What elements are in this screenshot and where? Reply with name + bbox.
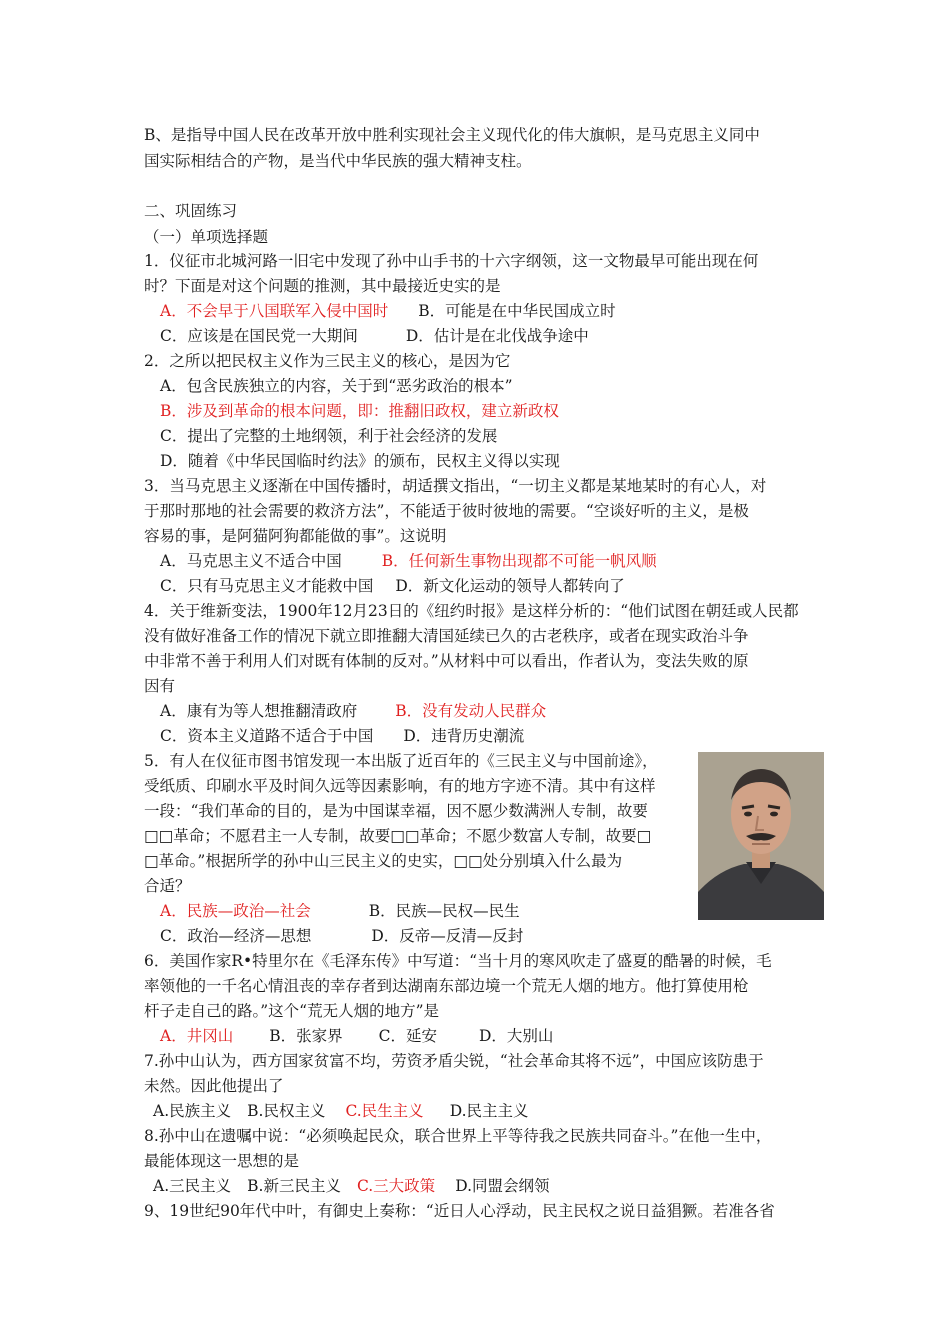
q2-stem-1: 2．之所以把民权主义作为三民主义的核心，是因为它 <box>144 352 511 370</box>
q6-option-a: A．井冈山 <box>160 1027 234 1045</box>
portrait-illustration <box>698 752 824 920</box>
q6-option-d: D．大别山 <box>478 1027 554 1045</box>
q2-option-d: D．随着《中华民国临时约法》的颁布，民权主义得以实现 <box>160 452 560 470</box>
q5-stem-3: 一段：“我们革命的目的，是为中国谋幸福，因不愿少数满洲人专制，故要 <box>144 802 648 820</box>
q9-stem-1: 9、19世纪90年代中叶，有御史上奏称：“近日人心浮动，民主民权之说日益猖獗。若准各省 <box>144 1202 775 1220</box>
q3-options-row-1 <box>160 550 657 572</box>
q5-options-row-1 <box>160 900 520 922</box>
q6-option-c: C．延安 <box>378 1027 437 1045</box>
q5-stem-2: 受纸质、印刷水平及时间久远等因素影响，有的地方字迹不清。其中有这样 <box>144 777 656 795</box>
q3-option-b: B．任何新生事物出现都不可能一帆风顺 <box>381 552 657 570</box>
q1-stem-1: 1．仪征市北城河路一旧宅中发现了孙中山手书的十六字纲领，这一文物最早可能出现在何 <box>144 252 759 270</box>
q5-option-c: C．政治—经济—思想 <box>160 927 312 945</box>
q4-stem-1: 4．关于维新变法，1900年12月23日的《纽约时报》是这样分析的：“他们试图在朝廷或人民都 <box>144 602 799 620</box>
portrait-photo <box>698 752 824 920</box>
q3-stem-3: 容易的事，是阿猫阿狗都能做的事”。这说明 <box>144 527 447 545</box>
q7-stem-1: 7.孙中山认为，西方国家贫富不均，劳资矛盾尖锐，“社会革命其将不远”，中国应该防患于 <box>144 1052 764 1070</box>
q8-option-d: D.同盟会纲领 <box>455 1177 550 1195</box>
q8-options-row <box>153 1175 550 1197</box>
q1-option-c: C．应该是在国民党一大期间 <box>160 327 358 345</box>
q5-stem-4: □□革命；不愿君主一人专制，故要□□革命；不愿少数富人专制，故要□ <box>144 827 652 845</box>
q8-stem-2: 最能体现这一思想的是 <box>144 1152 300 1170</box>
q4-stem-4: 因有 <box>144 677 176 695</box>
q5-stem-1: 5．有人在仪征市图书馆发现一本出版了近百年的《三民主义与中国前途》， <box>144 752 658 770</box>
q2-option-c: C．提出了完整的土地纲领，利于社会经济的发展 <box>160 427 498 445</box>
q3-option-a: A．马克思主义不适合中国 <box>160 552 342 570</box>
q4-option-c: C．资本主义道路不适合于中国 <box>160 727 374 745</box>
q4-option-d: D．违背历史潮流 <box>403 727 525 745</box>
q3-options-row-2 <box>160 575 625 597</box>
q1-option-a: A．不会早于八国联军入侵中国时 <box>160 302 389 320</box>
q6-option-b: B．张家界 <box>269 1027 343 1045</box>
q5-options-row-2 <box>160 925 523 947</box>
q5-stem-5: □革命。”根据所学的孙中山三民主义的史实，□□处分别填入什么最为 <box>144 852 623 870</box>
q8-option-a: A.三民主义 <box>153 1177 232 1195</box>
q1-option-d: D．估计是在北伐战争途中 <box>405 327 589 345</box>
q7-option-b: B.民权主义 <box>247 1102 326 1120</box>
q5-option-b: B．民族—民权—民生 <box>368 902 520 920</box>
q6-options-row <box>160 1025 553 1047</box>
q3-option-c: C．只有马克思主义才能救中国 <box>160 577 374 595</box>
q3-option-d: D．新文化运动的领导人都转向了 <box>395 577 625 595</box>
q7-stem-2: 未然。因此他提出了 <box>144 1077 284 1095</box>
q5-option-a: A．民族—政治—社会 <box>160 902 311 920</box>
q7-option-c: C.民生主义 <box>345 1102 424 1120</box>
q8-option-b: B.新三民主义 <box>247 1177 341 1195</box>
intro-line-2: 国实际相结合的产物，是当代中华民族的强大精神支柱。 <box>144 152 532 170</box>
q2-option-a: A．包含民族独立的内容，关于到“恶劣政治的根本” <box>160 377 513 395</box>
q3-stem-2: 于那时那地的社会需要的救济方法”，不能适于彼时彼地的需要。“空谈好听的主义，是极 <box>144 502 749 520</box>
q6-stem-2: 率领他的一千名心情沮丧的幸存者到达湖南东部边境一个荒无人烟的地方。他打算使用枪 <box>144 977 749 995</box>
subsection-title: （一）单项选择题 <box>144 228 269 246</box>
q2-option-b: B．涉及到革命的根本问题，即：推翻旧政权，建立新政权 <box>160 402 559 420</box>
q6-stem-3: 杆子走自己的路。”这个“荒无人烟的地方”是 <box>144 1002 440 1020</box>
q6-stem-1: 6．美国作家R•特里尔在《毛泽东传》中写道：“当十月的寒风吹走了盛夏的酷暑的时候，毛 <box>144 952 772 970</box>
q5-stem-6: 合适？ <box>144 877 191 895</box>
q1-options-row-1 <box>160 300 616 322</box>
q8-stem-1: 8.孙中山在遗嘱中说：“必须唤起民众，联合世界上平等待我之民族共同奋斗。”在他一生中， <box>144 1127 772 1145</box>
q7-option-a: A.民族主义 <box>153 1102 232 1120</box>
q4-options-row-2 <box>160 725 524 747</box>
q5-option-d: D．反帝—反清—反封 <box>371 927 524 945</box>
q4-options-row-1 <box>160 700 546 722</box>
q1-stem-2: 时？下面是对这个问题的推测，其中最接近史实的是 <box>144 277 501 295</box>
section-title: 二、巩固练习 <box>144 202 238 220</box>
q4-option-a: A．康有为等人想推翻清政府 <box>160 702 358 720</box>
q3-stem-1: 3．当马克思主义逐渐在中国传播时，胡适撰文指出，“一切主义都是某地某时的有心人，对 <box>144 477 767 495</box>
q8-option-c: C.三大政策 <box>356 1177 436 1195</box>
q4-stem-2: 没有做好准备工作的情况下就立即推翻大清国延续已久的古老秩序，或者在现实政治斗争 <box>144 627 749 645</box>
q4-option-b: B．没有发动人民群众 <box>395 702 547 720</box>
q4-stem-3: 中非常不善于利用人们对既有体制的反对。”从材料中可以看出，作者认为，变法失败的原 <box>144 652 749 670</box>
q7-option-d: D.民主主义 <box>449 1102 529 1120</box>
q1-options-row-2 <box>160 325 589 347</box>
q7-options-row <box>153 1100 529 1122</box>
q1-option-b: B．可能是在中华民国成立时 <box>418 302 616 320</box>
intro-line-1: B、是指导中国人民在改革开放中胜利实现社会主义现代化的伟大旗帜，是马克思主义同中 <box>144 126 760 144</box>
